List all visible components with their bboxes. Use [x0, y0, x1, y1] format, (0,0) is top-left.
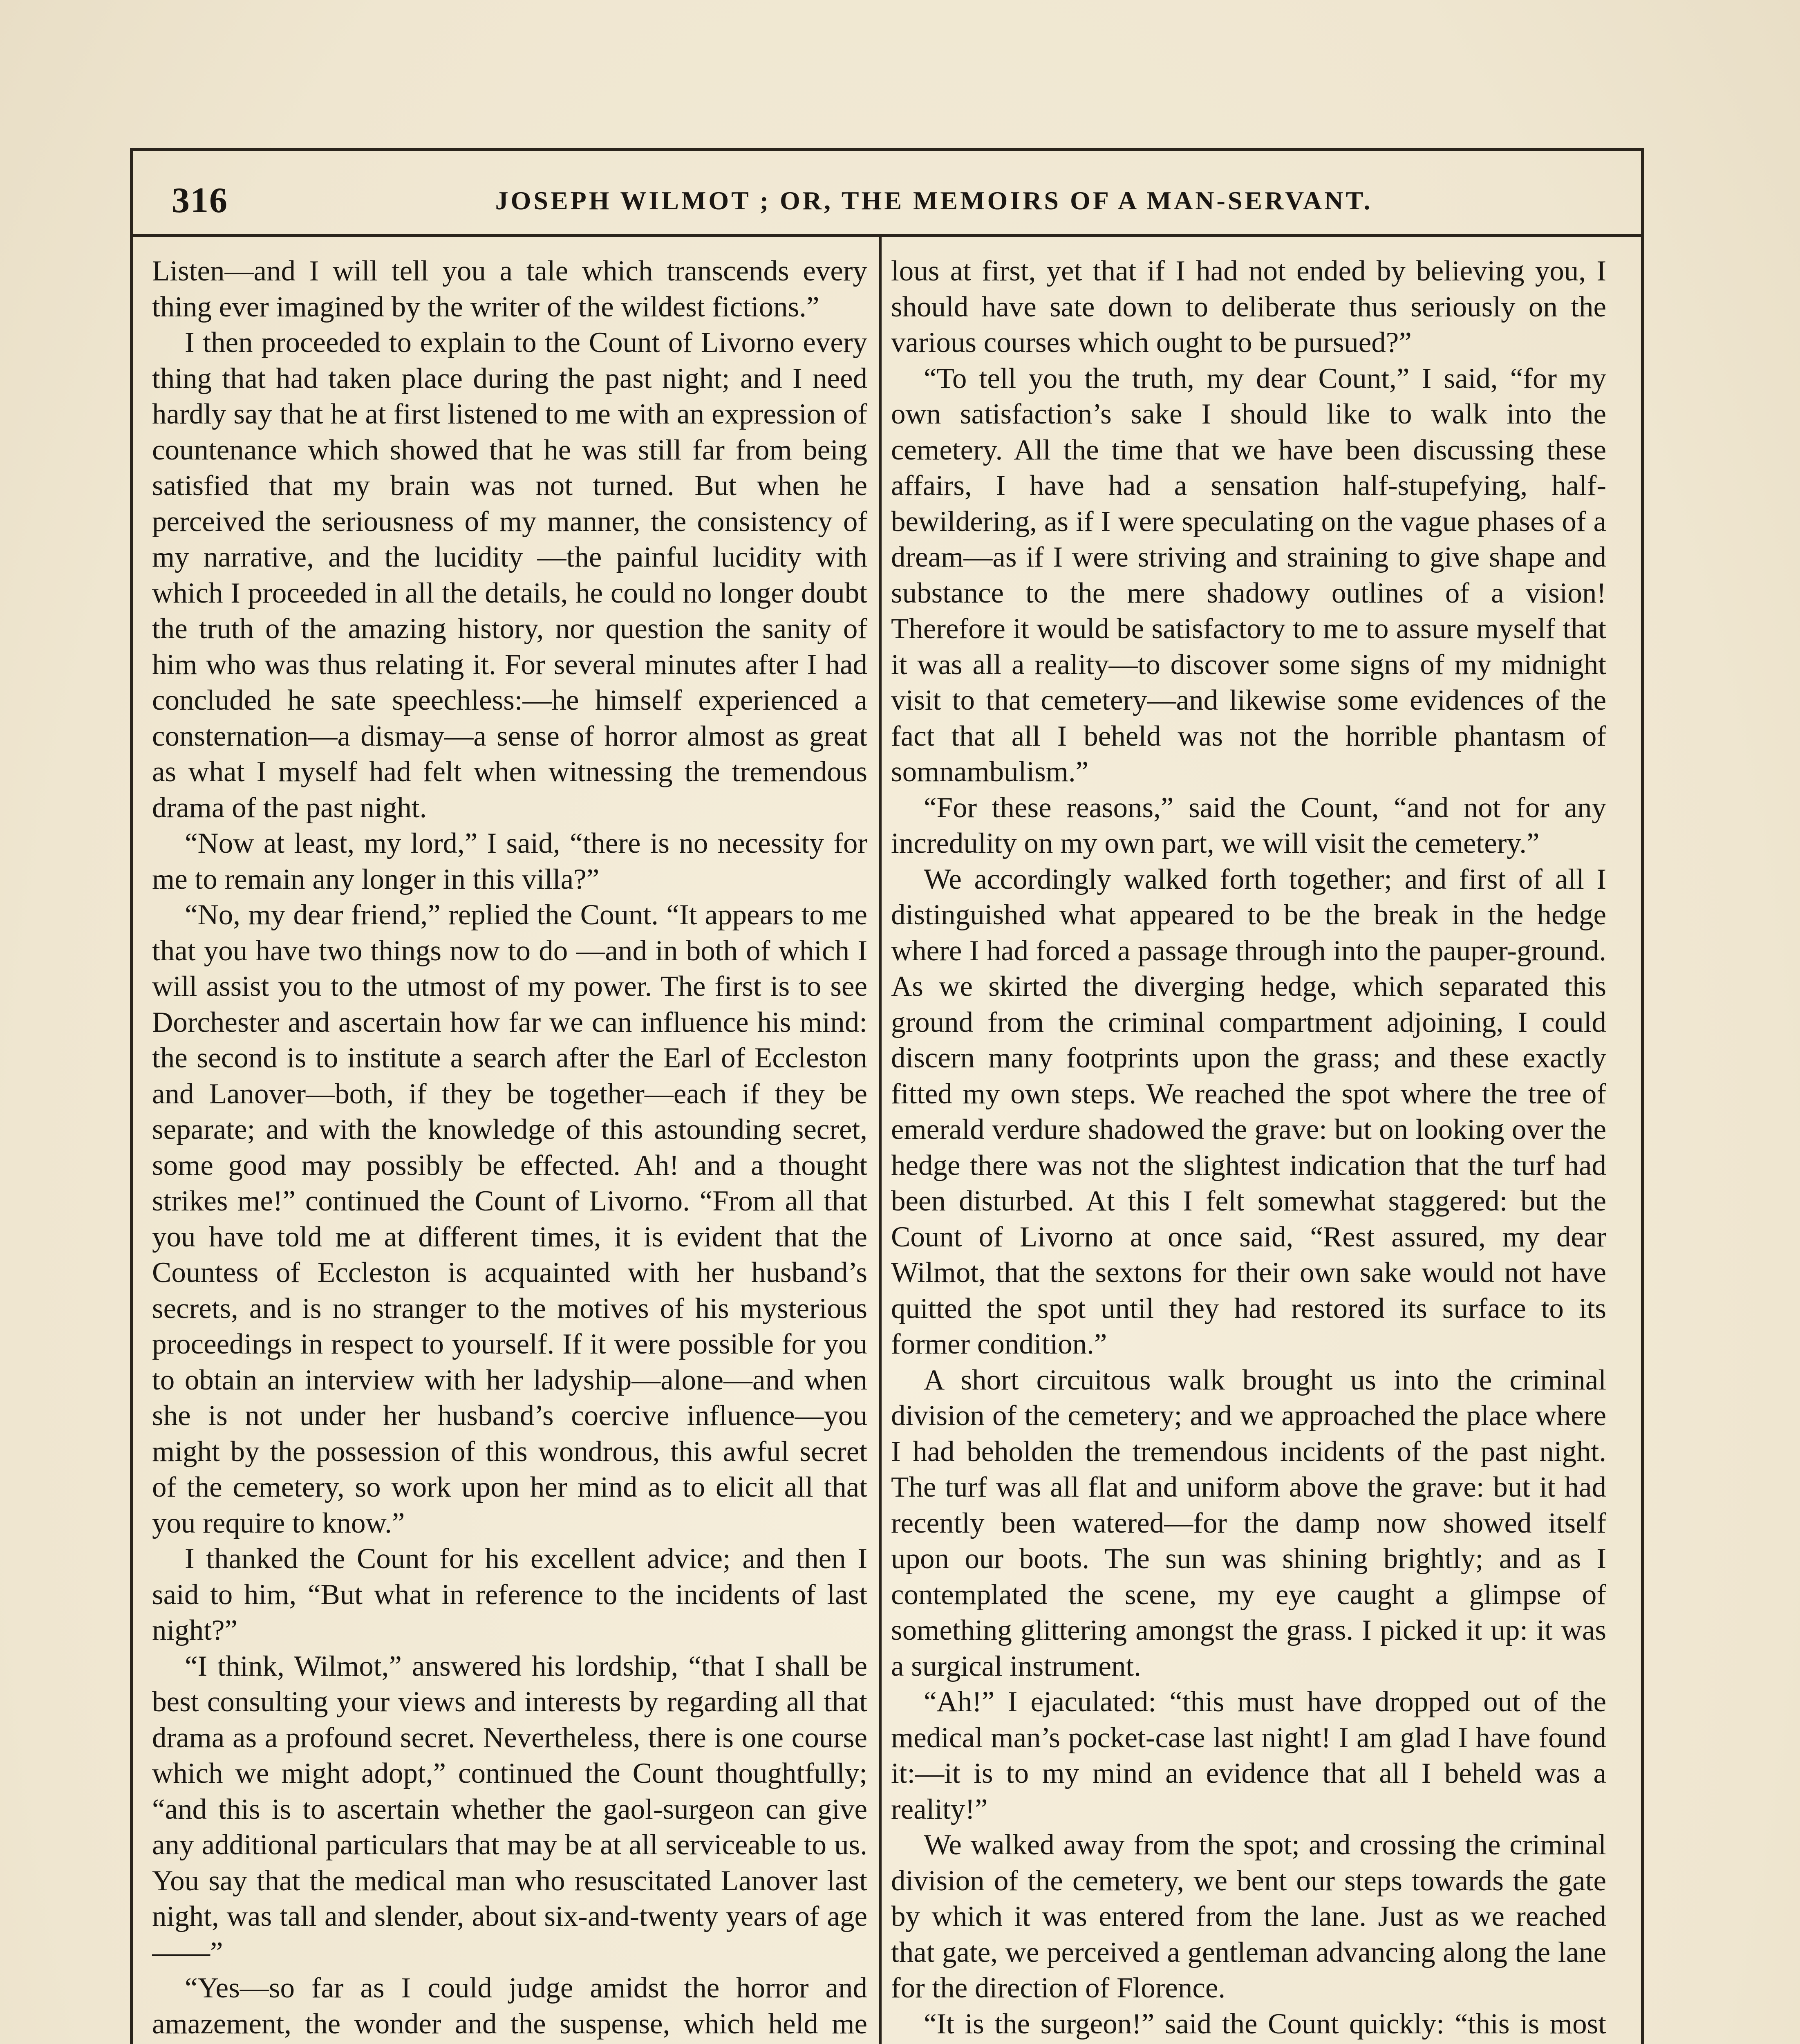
paragraph: We walked away from the spot; and crossing the criminal division of the cemetery, we bent our steps towards the gate by which it was entered from the lane. Just as we reached that gate, we perceived a gentleman advancing along the lane for the direction of Florence.: [891, 1829, 1606, 2004]
paragraph: I thanked the Count for his excellent advice; and then I said to him, “But what in reference to the incidents of last night?”: [152, 1543, 867, 1646]
left-column: [152, 253, 867, 2044]
paragraph: A short circuitous walk brought us into the criminal division of the cemetery; and we approached the place where I had beholden the tremendous incidents of the past night. The turf was all flat and uniform above the grave: but it had recently been watered—for the damp now showed itself upon our boots. The sun was shining brightly; and as I contemplated the scene, my eye caught a glimpse of something glittering amongst the grass. I picked it up: it was a surgical instrument.: [891, 1364, 1606, 1682]
top-rule: [130, 148, 1644, 151]
paragraph: “To tell you the truth, my dear Count,” I said, “for my own satisfaction’s sake I should like to walk into the cemetery. All the time that we have been discussing these affairs, I have had a sensation half-stupefying, half-bewildering, as if I were speculating on the vague phases of a dream—as if I were striving and straining to give shape and substance to the mere shadowy outlines of a vision! Therefore it would be satisfactory to me to assure myself that it was all a reality—to discover some signs of my midnight visit to that cemetery—and likewise some evidences of the fact that all I beheld was not the horrible phantasm of somnambulism.”: [891, 362, 1606, 788]
paragraph: “For these reasons,” said the Count, “and not for any incredulity on my own part, we will visit the cemetery.”: [891, 791, 1606, 859]
paragraph: “No, my dear friend,” replied the Count. “It appears to me that you have two things now to do —and in both of which I will assist you to the utmost of my power. The first is to see Dorchester and ascertain how far we can influence his mind: the second is to institute a search after the Earl of Eccleston and Lanover—both, if they be together—each if they be separate; and with the knowledge of this astounding secret, some good may possibly be effected. Ah! and a thought strikes me!” continued the Count of Livorno. “From all that you have told me at different times, it is evident that the Countess of Eccleston is acquainted with her husband’s secrets, and is no stranger to the motives of his mysterious proceedings in respect to yourself. If it were possible for you to obtain an interview with her ladyship—alone—and when she is not under her husband’s coercive influence—you might by the possession of this wondrous, this awful secret of the cemetery, so work upon her mind as to elicit all that you require to know.”: [152, 899, 867, 1539]
header-rule: [130, 234, 1644, 237]
running-title: JOSEPH WILMOT ; OR, THE MEMOIRS OF A MAN-SERVANT.: [495, 186, 1373, 215]
paragraph: lous at first, yet that if I had not ended by believing you, I should have sate down to deliberate thus seriously on the various courses which ought to be pursued?”: [891, 255, 1606, 359]
paragraph: “Now at least, my lord,” I said, “there is no necessity for me to remain any longer in this villa?”: [152, 827, 867, 895]
paragraph: We accordingly walked forth together; and first of all I distinguished what appeared to be the break in the hedge where I had forced a passage through into the pauper-ground. As we skirted the diverging hedge, which separated this ground from the criminal compartment adjoining, I could discern many footprints upon the grass; and these exactly fitted my own steps. We reached the spot where the tree of emerald verdure shadowed the grave: but on looking over the hedge there was not the slightest indication that the turf had been disturbed. At this I felt somewhat staggered: but the Count of Livorno at once said, “Rest assured, my dear Wilmot, that the sextons for their own sake would not have quitted the spot until they had restored its surface to its former condition.”: [891, 863, 1606, 1360]
paragraph: “I think, Wilmot,” answered his lordship, “that I shall be best consulting your views and interests by regarding all that drama as a profound secret. Nevertheless, there is one course which we might adopt,” continued the Count thoughtfully; “and this is to ascertain whether the gaol-surgeon can give any additional particulars that may be at all serviceable to us. You say that the medical man who resuscitated Lanover last night, was tall and slender, about six-and-twenty years of age——”: [152, 1650, 867, 1968]
paragraph: “It is the surgeon!” said the Count quickly: “this is most: [924, 2008, 1606, 2040]
right-column: [891, 253, 1606, 2044]
paragraph: “Ah!” I ejaculated: “this must have dropped out of the medical man’s pocket-case last night! I am glad I have found it:—it is to my mind an evidence that all I beheld was a reality!”: [891, 1686, 1606, 1825]
page-number: 316: [172, 181, 228, 220]
paragraph: Listen—and I will tell you a tale which transcends every thing ever imagined by the writer of the wildest fictions.”: [152, 255, 867, 323]
column-divider: [879, 237, 882, 2044]
paragraph: I then proceeded to explain to the Count of Livorno every thing that had taken place during the past night; and I need hardly say that he at first listened to me with an expression of countenance which showed that he was still far from being satisfied that my brain was not turned. But when he perceived the seriousness of my manner, the consistency of my narrative, and the lucidity —the painful lucidity with which I proceeded in all the details, he could no longer doubt the truth of the amazing history, nor question the sanity of him who was thus relating it. For several minutes after I had concluded he sate speechless:—he himself experienced a consternation—a dismay—a sense of horror almost as great as what I myself had felt when witnessing the tremendous drama of the past night.: [152, 327, 867, 824]
paragraph: “Yes—so far as I could judge amidst the horror and amazement, the wonder and the suspense, which held me: [152, 1972, 867, 2040]
running-header: [172, 180, 1594, 225]
